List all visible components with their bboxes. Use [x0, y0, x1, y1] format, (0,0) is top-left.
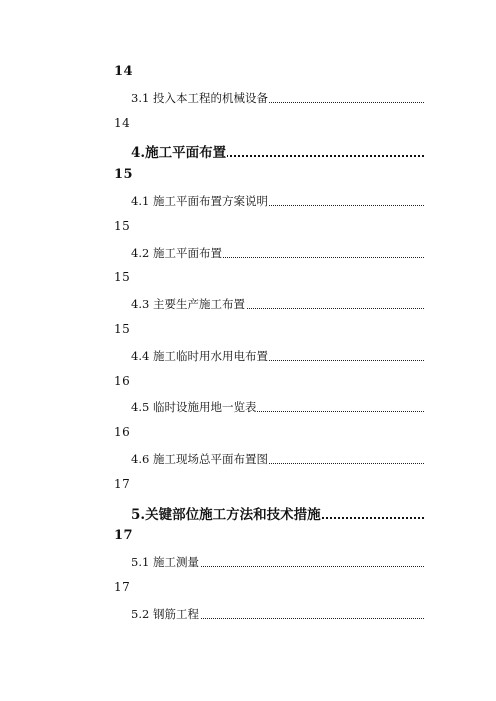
toc-entry	[131, 296, 424, 312]
toc-entry-label: 4.5 临时设施用地一览表	[131, 400, 257, 415]
toc-entry	[131, 606, 424, 622]
toc-entry-label: 5.1 施工测量	[131, 555, 199, 570]
toc-entry-label: 4.3 主要生产施工布置	[131, 297, 245, 312]
toc-entry	[131, 399, 424, 415]
toc-entry	[131, 451, 424, 467]
toc-entry-label: 4.2 施工平面布置	[131, 245, 222, 260]
toc-entry-label: 4.4 施工临时用水用电布置	[131, 348, 268, 363]
toc-entry-label: 4.6 施工现场总平面布置图	[131, 452, 268, 466]
toc-page-number: 14	[114, 64, 134, 79]
toc-section-heading	[131, 503, 424, 523]
toc-entry-label: 5.关键部位施工方法和技术措施	[131, 503, 322, 523]
toc-entry-label: 4.施工平面布置	[131, 141, 227, 161]
toc-page-number: 17	[114, 476, 131, 491]
toc-page-number: 15	[114, 270, 131, 285]
toc-page-number: 16	[114, 373, 131, 388]
toc-entry-label: 5.2 钢筋工程	[131, 606, 199, 621]
toc-page-number: 14	[114, 115, 131, 130]
toc-page-number: 15	[114, 322, 131, 336]
toc-entry-label: 4.1 施工平面布置方案说明	[131, 194, 268, 208]
toc-entry	[131, 348, 424, 364]
toc-entry	[131, 245, 424, 261]
toc-entry	[131, 90, 424, 106]
toc-page-number: 16	[114, 425, 131, 440]
toc-entry-label: 3.1 投入本工程的机械设备	[131, 90, 268, 105]
toc-section-heading	[131, 141, 424, 161]
toc-page-number: 17	[114, 580, 131, 594]
toc-page-number: 15	[114, 167, 134, 183]
toc-entry	[131, 554, 424, 570]
toc-entry	[131, 193, 424, 209]
toc-page-number: 17	[114, 528, 134, 544]
toc-page-number: 15	[114, 218, 131, 233]
